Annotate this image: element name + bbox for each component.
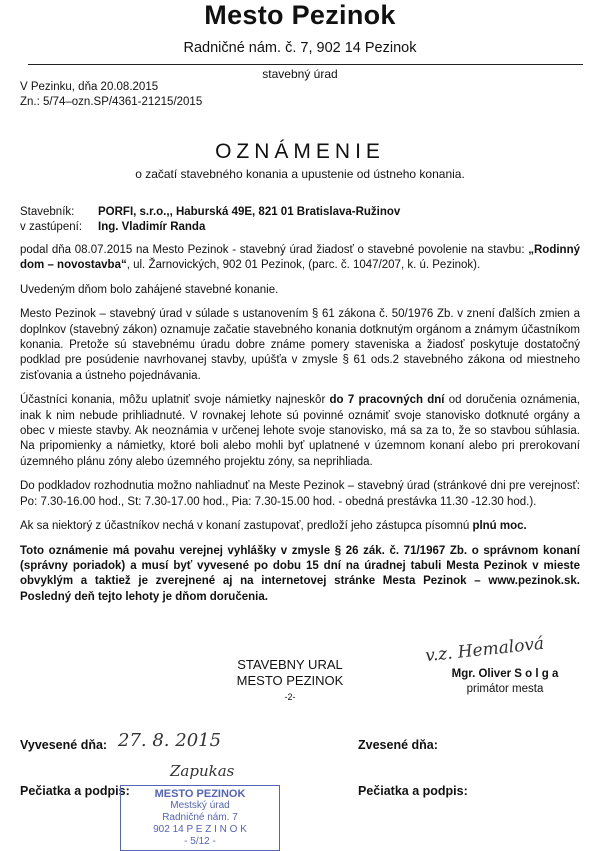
stamp-signature-label-left: Pečiatka a podpis:: [20, 784, 130, 798]
removed-label: Zvesené dňa:: [358, 738, 438, 752]
paragraph-objections: Účastníci konania, môžu uplatniť svoje námietky najneskôr do 7 pracovných dní od doručenia oznámenia, inak k nim nebude prihliadnuté. V rovnakej lehote sú povinné oznámiť svoje stanovisko dotknuté orgány a obec v mieste stavby. Ak neoznámia v určenej lehote svoje stanovisko, má sa za to, že so stavbou súhlasia. Na pripomienky a námietky, ktoré boli alebo mohli byť uplatnené v územnom konaní alebo pri prerokovaní územného plánu zóny alebo územného projektu zóny, sa neprihliada.: [20, 394, 581, 468]
posted-label: Vyvesené dňa:: [20, 738, 108, 752]
stamp-signature-label-right: Pečiatka a podpis:: [358, 784, 468, 798]
mayor-name: Mgr. Oliver S o l g a: [451, 668, 559, 680]
header-divider: [28, 64, 583, 65]
paragraph-public-notice: Toto oznámenie má povahu verejnej vyhlášky v zmysle § 26 zák. č. 71/1967 Zb. o správnom konaní (správny poriadok) a musí byť vyvesené po dobu 15 dní na úradnej tabuli Mesta Pezinok v mieste obvyklým a taktiež je zverejnené aj na internetovej stránke Mesta Pezinok – www.pezinok.sk. Posledný deň tejto lehoty je dňom doručenia.: [20, 544, 580, 603]
official-seal: [120, 785, 280, 851]
seal-line-1: MESTO PEZINOK: [154, 788, 246, 800]
mayor-block: [420, 667, 590, 697]
builder-value: PORFI, s.r.o.,, Haburská 49E, 821 01 Bratislava-Ružinov: [98, 206, 401, 218]
stamp-line-1: STAVEBNY URAL: [237, 657, 343, 672]
place-date: V Pezinku, dňa 20.08.2015: [20, 81, 159, 93]
office-stamp: [215, 657, 365, 705]
representative-row: [20, 220, 580, 235]
builder-label: Stavebník:: [20, 206, 75, 218]
paragraph-application: podal dňa 08.07.2015 na Mesto Pezinok - stavebný úrad žiadosť o stavebné povolenie na stavbu: „Rodinný dom – novostavba“, ul. Žarnovických, 902 01 Pezinok, (parc. č. 1047/207, k. ú. Pezinok).: [20, 244, 580, 272]
office-name: stavebný úrad: [262, 67, 338, 81]
seal-line-3: Radničné nám. 7: [162, 812, 238, 823]
city-title: Mesto Pezinok: [204, 0, 396, 30]
parties-block: [20, 205, 580, 236]
city-address: Radničné nám. č. 7, 902 14 Pezinok: [183, 40, 417, 56]
seal-line-2: Mestský úrad: [170, 800, 230, 811]
reference-number: Zn.: 5/74–ozn.SP/4361-21215/2015: [20, 96, 203, 108]
seal-line-4: 902 14 P E Z I N O K: [153, 824, 247, 835]
notice-body: [20, 243, 580, 614]
notice-title: OZNÁMENIE: [215, 140, 385, 163]
paragraph-commenced: Uvedeným dňom bolo zahájené stavebné konanie.: [20, 283, 279, 296]
paragraph-representation: Ak sa niektorý z účastníkov nechá v konaní zastupovať, predloží jeho zástupca písomnú plnú moc.: [20, 520, 527, 533]
representative-value: Ing. Vladimír Randa: [98, 221, 206, 234]
stamp-page: -2-: [284, 692, 296, 702]
stamp-line-2: MESTO PEZINOK: [236, 673, 344, 688]
mayor-signature: v.z. Hemalová: [424, 633, 546, 667]
paragraph-office-hours: Do podkladov rozhodnutia možno nahliadnuť na Meste Pezinok – stavebný úrad (stránkové dni pre verejnosť: Po: 7.30-16.00 hod., St: 7.30-17.00 hod., Pia: 7.30-15.00 hod. - obedná prestávka 11.30 -12.30 hod.).: [20, 480, 580, 508]
mayor-role: primátor mesta: [466, 683, 544, 695]
document-meta: [20, 80, 202, 110]
posted-date-handwritten: 27. 8. 2015: [118, 730, 222, 751]
notice-subtitle: o začatí stavebného konania a upustenie od ústneho konania.: [135, 167, 465, 181]
posted-signature-handwritten: Zapukas: [170, 762, 235, 780]
paragraph-legal-basis: Mesto Pezinok – stavebný úrad v súlade s ustanovením § 61 zákona č. 50/1976 Zb. v znení ďalších zmien a doplnkov (stavebný zákon) oznamuje začatie stavebného konania dotknutým orgánom a známym účastníkom konania. Pretože sú stavebnému úradu dobre známe pomery staveniska a žiadosť poskytuje dostatočný podklad pre posúdenie navrhovanej stavby, upúšťa v zmysle § 61 ods.2 stavebného zákona od miestneho zisťovania a ústneho pojednávania.: [20, 308, 580, 382]
seal-line-5: - 5/12 -: [184, 836, 216, 847]
representative-label: v zastúpení:: [20, 221, 83, 234]
builder-row: [20, 205, 580, 220]
